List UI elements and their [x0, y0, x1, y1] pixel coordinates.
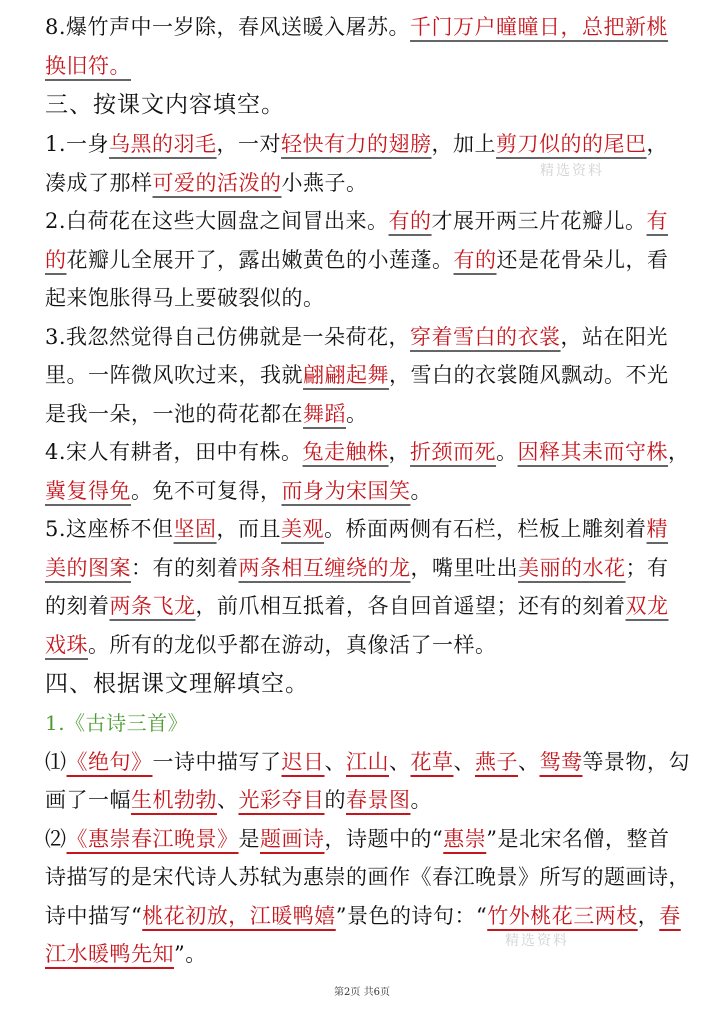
answer-blank: 有的 [388, 209, 432, 233]
answer-blank: 冀复得免 [45, 478, 131, 503]
text-span: 、 [324, 749, 346, 774]
text-line [45, 472, 685, 511]
answer-blank: 《绝句》 [66, 749, 153, 774]
text-line [45, 587, 685, 626]
answer-blank: 精 [646, 517, 669, 541]
answer-blank: 千门万户曈曈日，总把新桃 [410, 15, 669, 39]
subsection-title [45, 704, 685, 743]
text-span: 的刻着 [45, 594, 110, 618]
answer-blank: 剪刀似的的尾巴 [496, 132, 647, 156]
text-span: ，而且 [216, 517, 282, 541]
text-span: 花瓣儿全展开了，露出嫩黄色的小莲蓬。 [66, 247, 454, 272]
answer-blank: 《惠崇春江晚景》 [66, 826, 239, 851]
answer-blank: 美丽的水花 [518, 555, 626, 580]
text-span: ⑴ [45, 749, 67, 774]
text-span: ，加上 [431, 132, 497, 156]
text-line [45, 8, 685, 47]
answer-blank: 题画诗 [260, 826, 325, 851]
answer-blank: 江山 [346, 749, 389, 774]
text-line [45, 318, 685, 357]
answer-blank: 鸳鸯 [539, 749, 583, 774]
text-line [45, 820, 685, 859]
page-footer: 第2页 共6页 [334, 987, 390, 998]
text-line [45, 743, 690, 782]
text-span: 一诗中描写了 [152, 749, 282, 774]
text-span: 。所有的龙似乎都在游动，真像活了一样。 [88, 632, 497, 657]
answer-blank: 花草 [410, 749, 454, 774]
answer-blank: 美的图案 [45, 555, 131, 580]
answer-blank: 春 [659, 903, 681, 928]
answer-blank: 坚固 [173, 517, 217, 541]
text-span: 、 [518, 749, 540, 774]
watermark: 精选资料 [505, 933, 569, 949]
answer-blank: 迟日 [281, 749, 325, 774]
answer-blank: 戏珠 [45, 632, 88, 657]
text-span: ，一对 [216, 132, 282, 156]
answer-blank: 折颈而死 [410, 440, 497, 464]
text-span: 里。一阵微风吹过来，我就 [45, 363, 303, 387]
text-span: 起来饱胀得马上要破裂似的。 [45, 286, 325, 310]
answer-blank: 穿着雪白的衣裳 [410, 324, 561, 349]
answer-blank: 江水暖鸭先知 [45, 942, 174, 966]
text-span: ，嘴里吐出 [410, 555, 518, 580]
watermark: 精选资料 [540, 163, 604, 179]
text-span: 。 [410, 478, 432, 503]
text-span: 1.一身 [45, 132, 110, 156]
text-line [45, 241, 685, 280]
answer-blank: 有的 [453, 247, 497, 272]
text-span: 诗描写的是宋代诗人苏轼为惠崇的画作《春江晚景》所写的题画诗， [45, 865, 690, 889]
text-span: ”景色的诗句：“ [335, 903, 488, 928]
answer-blank: 的 [45, 247, 67, 272]
text-span: 。 [346, 401, 368, 426]
text-span: ，前爪相互抵着，各自回首遥望；还有的刻着 [195, 594, 626, 618]
text-span: 三、按课文内容填空。 [45, 92, 285, 118]
answer-blank: 燕子 [475, 749, 518, 774]
answer-blank: 光彩夺目 [238, 788, 325, 812]
text-span: ， [637, 903, 660, 928]
text-span: ，诗题中的“ [324, 826, 444, 851]
text-span: 。桥面两侧有石栏，栏板上雕刻着 [324, 517, 647, 541]
text-span: ， [668, 440, 690, 464]
text-line [45, 279, 685, 318]
answer-blank: 翩翩起舞 [303, 363, 389, 387]
text-span: ”是北宋名僧，整首 [486, 826, 670, 851]
text-line [45, 897, 685, 936]
answer-blank: 生机勃勃 [131, 788, 217, 812]
text-span: 2.白荷花在这些大圆盘之间冒出来。 [45, 209, 389, 233]
text-span: 1.《古诗三首》 [45, 711, 189, 735]
text-span: ；有 [625, 555, 669, 580]
text-span: 才展开两三片花瓣儿。 [431, 209, 647, 233]
text-span: 。 [410, 788, 432, 812]
text-span: ，雪白的衣裳随风飘动。不光 [389, 363, 669, 387]
text-span: 凑成了那样 [45, 170, 153, 195]
text-span: 的 [324, 788, 346, 812]
text-span: ， [646, 132, 669, 156]
text-span: 、 [217, 788, 239, 812]
section-heading [45, 85, 685, 125]
text-line [45, 47, 685, 86]
answer-blank: 舞蹈 [303, 401, 346, 426]
answer-blank: 美观 [281, 517, 325, 541]
text-span: 4.宋人有耕者，田中有株。 [45, 440, 303, 464]
text-line [45, 125, 685, 164]
text-span: 还是花骨朵儿，看 [496, 247, 669, 272]
text-span: 是 [238, 826, 260, 851]
text-line [45, 510, 685, 549]
text-span: ⑵ [45, 826, 67, 851]
text-line [45, 549, 685, 588]
answer-blank: 可爱的活泼的 [152, 170, 282, 195]
text-span: 8.爆竹声中一岁除，春风送暖入屠苏。 [45, 15, 411, 39]
text-line [45, 781, 685, 820]
answer-blank: 两条相互缠绕的龙 [238, 555, 411, 580]
answer-blank: 有 [646, 209, 669, 233]
text-span: ：有的刻着 [131, 555, 239, 580]
text-line [45, 858, 690, 897]
document-page [45, 8, 690, 974]
text-span: 、 [453, 749, 475, 774]
answer-blank: 惠崇 [443, 826, 487, 851]
answer-blank: 兔走触株 [302, 440, 389, 464]
text-span: 是我一朵，一池的荷花都在 [45, 401, 303, 426]
text-line [45, 395, 685, 434]
text-line [45, 935, 685, 974]
answer-blank: 桃花初放，江暖鸭嬉 [142, 903, 336, 928]
text-span: 、 [389, 749, 411, 774]
text-span: 画了一幅 [45, 788, 131, 812]
text-span: 。免不可复得， [131, 478, 282, 503]
text-span: ，站在阳光 [560, 324, 669, 349]
answer-blank: 春景图 [346, 788, 411, 812]
text-span: ， [388, 440, 411, 464]
text-line [45, 356, 685, 395]
text-line [45, 626, 685, 665]
answer-blank: 换旧符。 [45, 53, 131, 78]
answer-blank: 两条飞龙 [109, 594, 196, 618]
answer-blank: 而身为宋国笑 [281, 478, 411, 503]
text-span: ”。 [174, 942, 207, 966]
text-span: 四、根据课文理解填空。 [45, 671, 309, 697]
answer-blank: 双龙 [625, 594, 669, 618]
answer-blank: 轻快有力的翅膀 [281, 132, 432, 156]
answer-blank: 竹外桃花三两枝 [487, 903, 638, 928]
text-span: 等景物，勾 [582, 749, 690, 774]
text-span: 3.我忽然觉得自己仿佛就是一朵荷花， [45, 324, 411, 349]
text-span: 5.这座桥不但 [45, 517, 174, 541]
text-span: 诗中描写“ [45, 903, 143, 928]
text-span: 小燕子。 [281, 170, 368, 195]
answer-blank: 因释其耒而守株 [517, 440, 669, 464]
text-line [45, 202, 685, 241]
text-span: 。 [496, 440, 518, 464]
text-line [45, 433, 690, 472]
section-heading [45, 664, 685, 704]
answer-blank: 乌黑的羽毛 [109, 132, 217, 156]
